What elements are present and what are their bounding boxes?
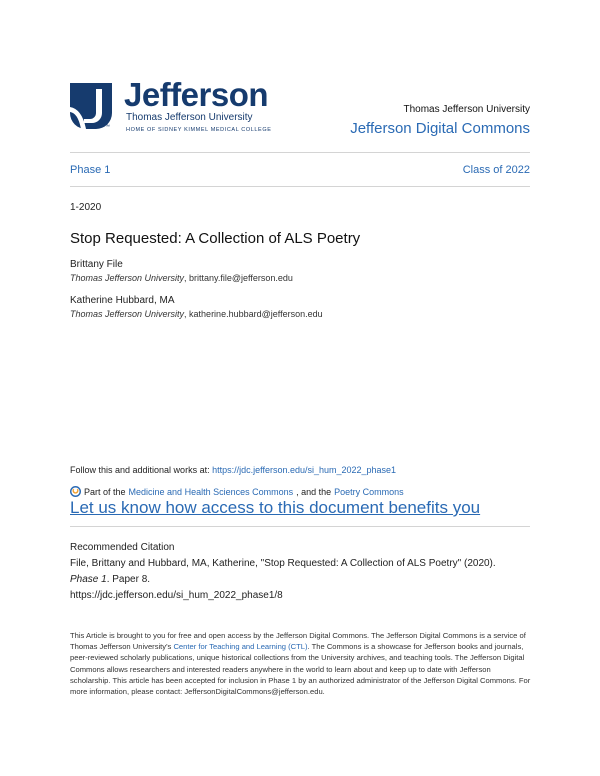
institution-name: Thomas Jefferson University [403, 104, 530, 115]
citation-series: Phase 1. Paper 8. [70, 574, 151, 585]
article-title: Stop Requested: A Collection of ALS Poetry [70, 230, 361, 247]
divider [70, 152, 530, 153]
author-affiliation: Thomas Jefferson University, brittany.file@jefferson.edu [70, 273, 293, 283]
logo-wordmark: Jefferson [124, 76, 269, 113]
repository-link[interactable]: Jefferson Digital Commons [350, 120, 530, 137]
author-email: , katherine.hubbard@jefferson.edu [184, 309, 323, 319]
citation-text: File, Brittany and Hubbard, MA, Katherine, "Stop Requested: A Collection of ALS Poetry" (2020). [70, 558, 496, 569]
author-name: Katherine Hubbard, MA [70, 295, 175, 306]
citation-url: https://jdc.jefferson.edu/si_hum_2022_phase1/8 [70, 590, 283, 601]
medicine-commons-link[interactable]: Medicine and Health Sciences Commons [128, 486, 294, 497]
series-link-class[interactable]: Class of 2022 [462, 164, 530, 176]
jefferson-logo-icon [70, 83, 112, 129]
collection-url-link[interactable]: https://jdc.jefferson.edu/si_hum_2022_phase1 [212, 465, 397, 475]
open-access-icon [70, 486, 81, 497]
citation-heading: Recommended Citation [70, 542, 175, 553]
logo-subtitle: Thomas Jefferson University [126, 112, 253, 123]
part-of-line: Part of the Medicine and Health Sciences Commons , and the Poetry Commons [70, 486, 404, 497]
ctl-link[interactable]: Center for Teaching and Learning (CTL) [173, 642, 308, 652]
follow-line: Follow this and additional works at: https://jdc.jefferson.edu/si_hum_2022_phase1 [70, 465, 397, 475]
footer-notice: This Article is brought to you for free and open access by the Jefferson Digital Commons. The Jefferson Digital Commons is a service of Thomas Jefferson University's Center for Teaching and Learning (CTL). The Commons is a showcase for Jefferson books and journals, peer-reviewed scholarly publications, unique historical collections from the University archives, and teaching tools. The Jefferson Digital Commons allows researchers and interested readers anywhere in the world to learn about and keep up to date with Jefferson scholarship. This article has been accepted for inclusion in Phase 1 by an authorized administrator of the Jefferson Digital Commons. For more information, please contact: JeffersonDigitalCommons@jefferson.edu. [70, 631, 531, 697]
series-link-phase[interactable]: Phase 1 [70, 164, 111, 176]
feedback-link[interactable]: Let us know how access to this document benefits you [70, 498, 481, 517]
author-affiliation: Thomas Jefferson University, katherine.hubbard@jefferson.edu [70, 309, 323, 319]
publication-date: 1-2020 [70, 202, 102, 213]
poetry-commons-link[interactable]: Poetry Commons [334, 486, 404, 497]
divider [70, 526, 530, 527]
author-email: , brittany.file@jefferson.edu [184, 273, 293, 283]
logo-trademark: ™ [105, 124, 110, 130]
divider [70, 186, 530, 187]
author-name: Brittany File [70, 259, 123, 270]
logo-tagline: HOME OF SIDNEY KIMMEL MEDICAL COLLEGE [126, 127, 272, 133]
